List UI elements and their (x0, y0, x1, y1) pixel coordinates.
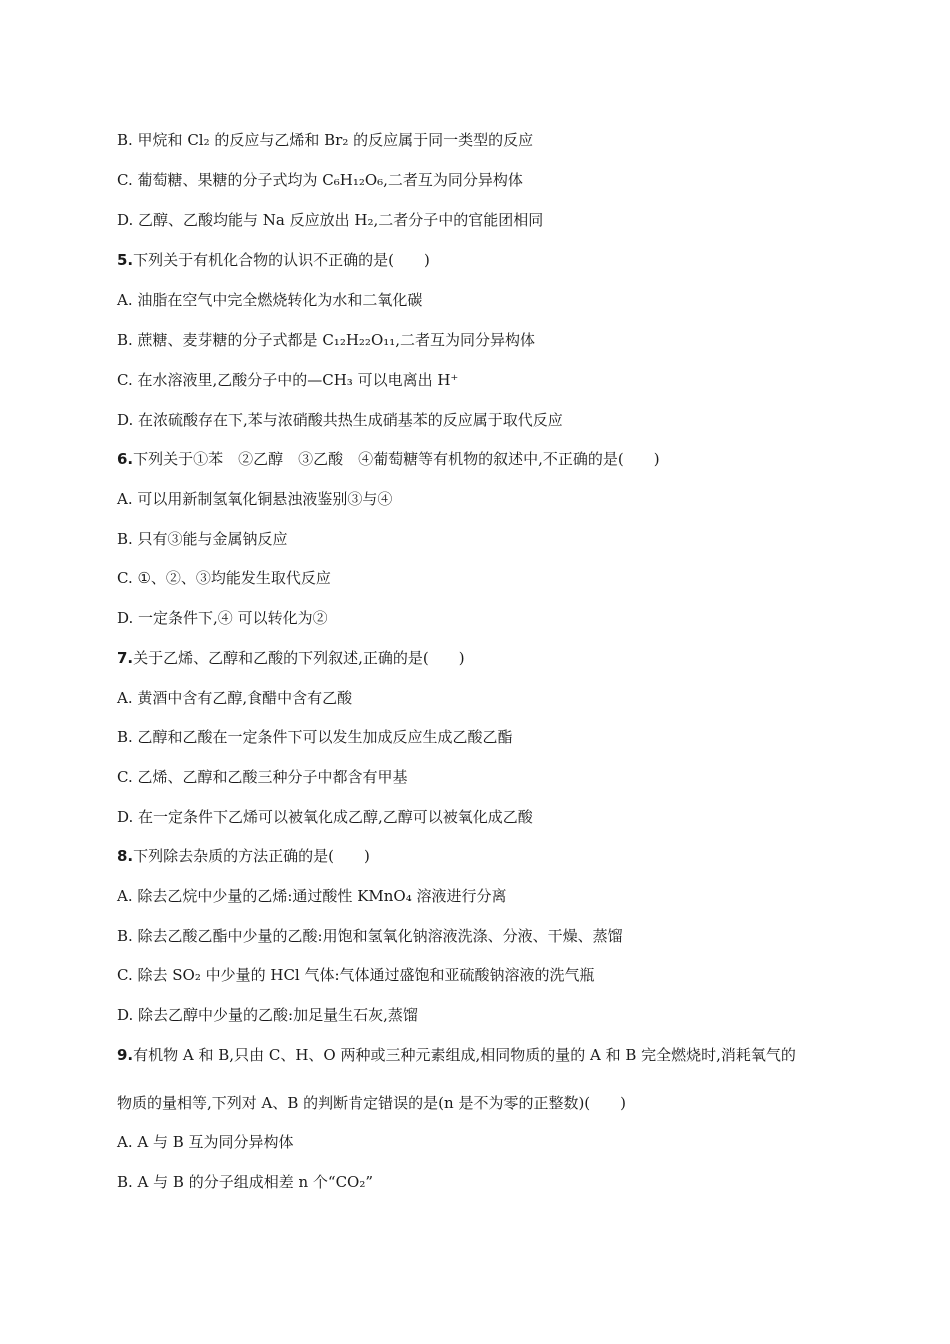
option-line: D. 除去乙醇中少量的乙酸:加足量生石灰,蒸馏 (117, 1006, 418, 1024)
option-line: D. 乙醇、乙酸均能与 Na 反应放出 H₂,二者分子中的官能团相同 (117, 211, 544, 229)
question-number: 6. (117, 450, 134, 468)
question-stem: 8.下列除去杂质的方法正确的是( ) (117, 847, 370, 865)
option-line: D. 在浓硫酸存在下,苯与浓硝酸共热生成硝基苯的反应属于取代反应 (117, 411, 563, 429)
question-number: 8. (117, 847, 134, 865)
question-number: 7. (117, 649, 134, 667)
option-line: B. 只有③能与金属钠反应 (117, 530, 288, 548)
question-number: 5. (117, 251, 134, 269)
option-line: B. 蔗糖、麦芽糖的分子式都是 C₁₂H₂₂O₁₁,二者互为同分异构体 (117, 331, 536, 349)
option-line: B. 除去乙酸乙酯中少量的乙酸:用饱和氢氧化钠溶液洗涤、分液、干燥、蒸馏 (117, 927, 623, 945)
option-line: B. 乙醇和乙酸在一定条件下可以发生加成反应生成乙酸乙酯 (117, 728, 513, 746)
option-line: C. 在水溶液里,乙酸分子中的—CH₃ 可以电离出 H⁺ (117, 371, 459, 389)
option-line: C. 除去 SO₂ 中少量的 HCl 气体:气体通过盛饱和亚硫酸钠溶液的洗气瓶 (117, 966, 595, 984)
question-stem: 6.下列关于①苯 ②乙醇 ③乙酸 ④葡萄糖等有机物的叙述中,不正确的是( ) (117, 450, 660, 468)
option-line: C. ①、②、③均能发生取代反应 (117, 569, 331, 587)
question-stem: 5.下列关于有机化合物的认识不正确的是( ) (117, 251, 430, 269)
option-line: A. 可以用新制氢氧化铜悬浊液鉴别③与④ (117, 490, 393, 508)
question-stem: 7.关于乙烯、乙醇和乙酸的下列叙述,正确的是( ) (117, 649, 465, 667)
option-line: D. 一定条件下,④ 可以转化为② (117, 609, 328, 627)
option-line: A. 黄酒中含有乙醇,食醋中含有乙酸 (117, 689, 353, 707)
option-line: C. 葡萄糖、果糖的分子式均为 C₆H₁₂O₆,二者互为同分异构体 (117, 171, 523, 189)
option-line: A. 除去乙烷中少量的乙烯:通过酸性 KMnO₄ 溶液进行分离 (117, 887, 507, 905)
option-line: A. A 与 B 互为同分异构体 (117, 1133, 294, 1151)
option-line: C. 乙烯、乙醇和乙酸三种分子中都含有甲基 (117, 768, 408, 786)
option-line: B. 甲烷和 Cl₂ 的反应与乙烯和 Br₂ 的反应属于同一类型的反应 (117, 131, 534, 149)
question-stem: 9.有机物 A 和 B,只由 C、H、O 两种或三种元素组成,相同物质的量的 A 和 B 完全燃烧时,消耗氧气的 (117, 1046, 796, 1064)
option-line: A. 油脂在空气中完全燃烧转化为水和二氧化碳 (117, 291, 423, 309)
question-stem-continued: 物质的量相等,下列对 A、B 的判断肯定错误的是(n 是不为零的正整数)( ) (117, 1094, 626, 1112)
option-line: D. 在一定条件下乙烯可以被氧化成乙醇,乙醇可以被氧化成乙酸 (117, 808, 533, 826)
option-line: B. A 与 B 的分子组成相差 n 个“CO₂” (117, 1173, 374, 1191)
question-number: 9. (117, 1046, 134, 1064)
